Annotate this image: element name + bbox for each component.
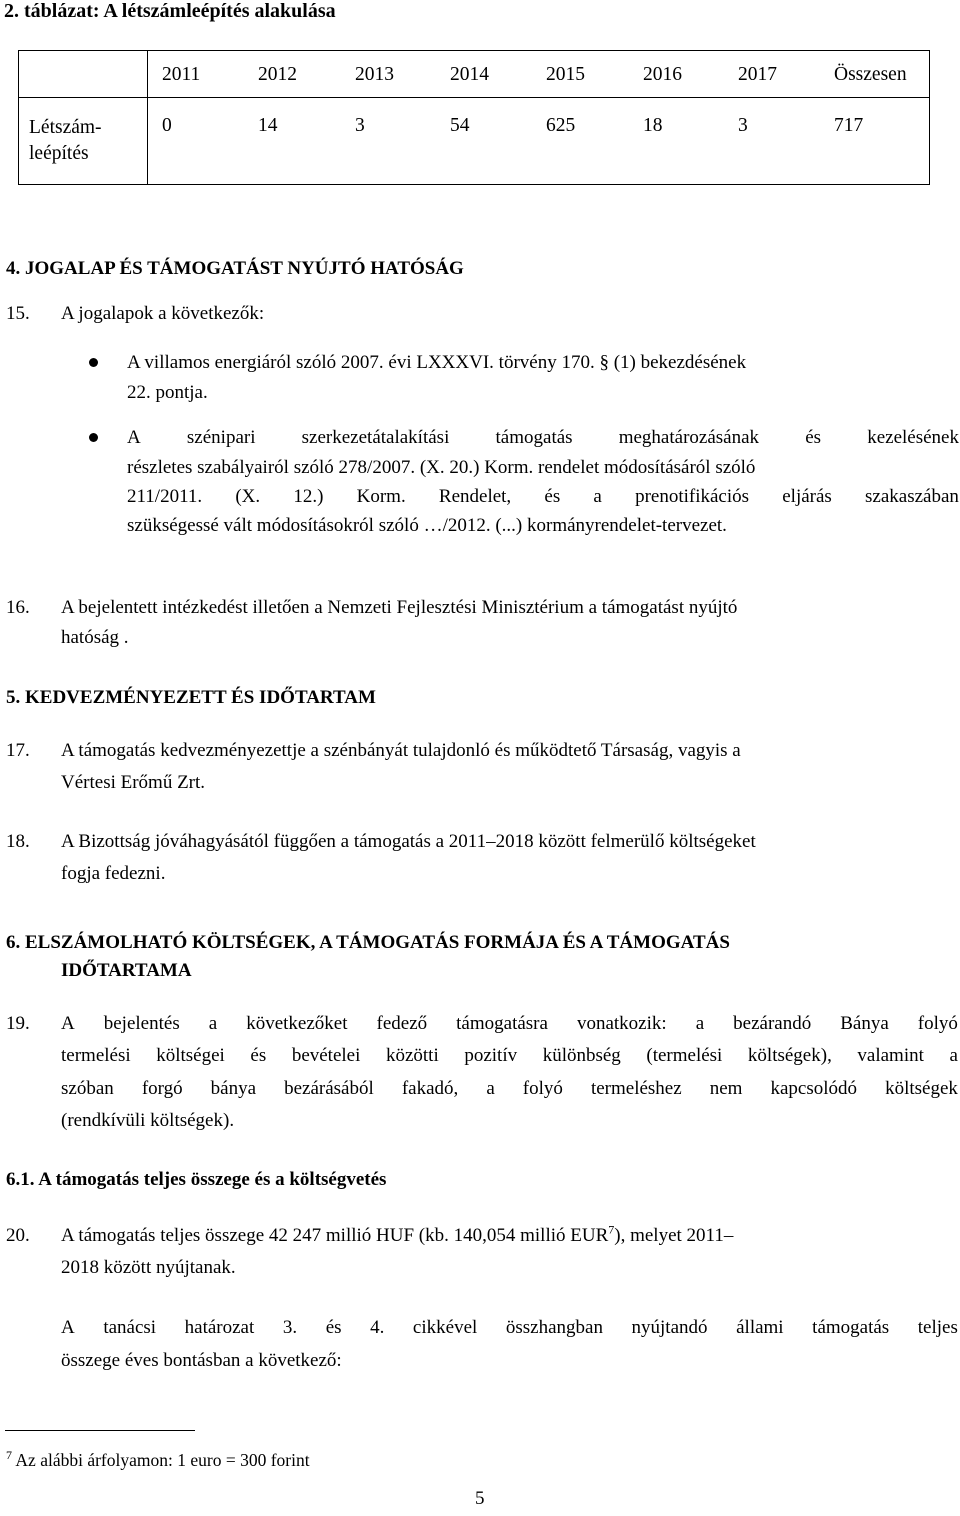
table-header-year: 2012 (258, 63, 297, 85)
word: A (61, 1013, 75, 1034)
table-cell-value: 717 (834, 114, 864, 136)
section-6-heading-line-2: IDŐTARTAMA (61, 960, 192, 981)
word: kezelésének (867, 427, 959, 448)
paragraph-16-line-1: A bejelentett intézkedést illetően a Nemzeti Fejlesztési Minisztérium a támogatást nyújtó (61, 597, 738, 618)
footnote-reference: 7 (608, 1222, 615, 1237)
bullet-2-line-2: részletes szabályairól szóló 278/2007. (X. 20.) Korm. rendelet módosításáról szóló (127, 457, 756, 478)
table-caption: 2. táblázat: A létszámleépítés alakulása (4, 0, 336, 22)
table-header-year: 2011 (162, 63, 201, 85)
table-cell-value: 3 (738, 114, 748, 136)
table-value-cells (148, 98, 930, 185)
word: Rendelet, (438, 486, 512, 507)
word: költségei (156, 1045, 225, 1066)
word: 211/2011. (127, 486, 203, 507)
bullet-1-line-1: A villamos energiáról szóló 2007. évi LXXXVI. törvény 170. § (1) bekezdésének (127, 352, 747, 373)
word: teljes (917, 1317, 958, 1338)
paragraph-18-line-2: fogja fedezni. (61, 863, 166, 884)
table-header-year: 2017 (738, 63, 777, 85)
word: bejelentés (103, 1013, 180, 1034)
table-header-year: 2015 (546, 63, 585, 85)
bullet-2-line-4: szükségessé vált módosításokról szóló …/2012. (...) kormányrendelet-tervezet. (127, 515, 727, 536)
footnote-mark: 7 (6, 1448, 12, 1463)
word: nyújtandó (631, 1317, 708, 1338)
paragraph-19-line-3 (61, 1073, 958, 1104)
word: A (61, 1317, 75, 1338)
word: bánya (210, 1078, 257, 1099)
word: valamint (857, 1045, 924, 1066)
word: a (486, 1078, 495, 1099)
word: szerkezetátalakítási (301, 427, 450, 448)
section-5-heading: 5. KEDVEZMÉNYEZETT ÉS IDŐTARTAM (6, 687, 376, 708)
paragraph-21-line-2: összege éves bontásban a következő: (61, 1350, 342, 1371)
word: vonatkozik: (576, 1013, 667, 1034)
word: szénipari (186, 427, 256, 448)
word: és (250, 1045, 267, 1066)
paragraph-number-20: 20. (6, 1225, 30, 1246)
paragraph-17-line-2: Vértesi Erőmű Zrt. (61, 772, 206, 793)
word: szakaszában (865, 486, 959, 507)
word: támogatásra (456, 1013, 548, 1034)
footnote-divider (5, 1430, 195, 1431)
table-cell-value: 14 (258, 114, 278, 136)
word: a (695, 1013, 705, 1034)
table-cell-value: 0 (162, 114, 172, 136)
paragraph-19-line-4: (rendkívüli költségek). (61, 1110, 235, 1131)
table-cell-value: 54 (450, 114, 470, 136)
section-4-heading: 4. JOGALAP ÉS TÁMOGATÁST NYÚJTÓ HATÓSÁG (6, 258, 464, 279)
paragraph-20-line-2: 2018 között nyújtanak. (61, 1257, 236, 1278)
word: A (127, 427, 141, 448)
paragraph-18-line-1: A Bizottság jóváhagyásától függően a támogatás a 2011–2018 között felmerülő költségeket (61, 831, 756, 852)
word: prenotifikációs (635, 486, 750, 507)
word: cikkével (412, 1317, 478, 1338)
paragraph-number-16: 16. (6, 597, 30, 618)
word: költségek (885, 1078, 958, 1099)
paragraph-number-19: 19. (6, 1013, 30, 1034)
table-corner-cell (19, 51, 148, 98)
word: pozitív (464, 1045, 518, 1066)
word: összhangban (505, 1317, 603, 1338)
paragraph-number-15: 15. (6, 303, 30, 324)
paragraph-20-text-a: A támogatás teljes összege 42 247 millió HUF (kb. 140,054 millió EUR (61, 1225, 609, 1246)
row-label-line-2: leépítés (29, 143, 89, 164)
bullet-1-line-2: 22. pontja. (127, 382, 208, 403)
word: meghatározásának (618, 427, 760, 448)
footnote-text: Az alábbi árfolyamon: 1 euro = 300 forint (15, 1450, 310, 1470)
word: fedező (376, 1013, 428, 1034)
word: termeléshez (590, 1078, 682, 1099)
table-header-year: Összesen (834, 63, 907, 85)
word: kapcsolódó (770, 1078, 858, 1099)
table-cell-value: 18 (643, 114, 663, 136)
word: és (805, 427, 822, 448)
word: határozat (184, 1317, 255, 1338)
word: (termelési (646, 1045, 723, 1066)
paragraph-20-line-1 (61, 1220, 958, 1251)
paragraph-number-18: 18. (6, 831, 30, 852)
paragraph-number-17: 17. (6, 740, 30, 761)
table-cell-value: 625 (546, 114, 576, 136)
table-header-year: 2016 (643, 63, 682, 85)
paragraph-20-text-b: ), melyet 2011– (614, 1225, 734, 1246)
bullet-2-line-3 (127, 481, 959, 512)
word: nem (709, 1078, 743, 1099)
word: 3. (282, 1317, 298, 1338)
word: 4. (370, 1317, 385, 1338)
paragraph-15-text: A jogalapok a következők: (61, 303, 265, 324)
word: támogatás (812, 1317, 890, 1338)
word: és (544, 486, 561, 507)
sub-heading-6-1: 6.1. A támogatás teljes összege és a költségvetés (6, 1169, 387, 1190)
table-row (19, 98, 930, 185)
paragraph-19-line-1 (61, 1008, 958, 1039)
word: termelési (61, 1045, 131, 1066)
word: költségek), (747, 1045, 832, 1066)
table-header-row (19, 51, 930, 98)
word: támogatás (495, 427, 573, 448)
word: különbség (542, 1045, 621, 1066)
paragraph-21-line-1 (61, 1312, 958, 1343)
word: bevételei (291, 1045, 361, 1066)
word: a (949, 1045, 958, 1066)
word: szóban (61, 1078, 114, 1099)
paragraph-17-line-1: A támogatás kedvezményezettje a szénbányát tulajdonló és működtető Társaság, vagyis a (61, 740, 741, 761)
word: folyó (522, 1078, 563, 1099)
word: bezárandó (733, 1013, 812, 1034)
word: a (208, 1013, 218, 1034)
table-header-cells (148, 51, 930, 98)
row-label-line-1: Létszám- (29, 117, 102, 138)
word: bezárásából (284, 1078, 374, 1099)
word: (X. (235, 486, 261, 507)
word: Korm. (356, 486, 406, 507)
bullet-2-line-1 (127, 422, 959, 453)
table-cell-value: 3 (355, 114, 365, 136)
paragraph-16-line-2: hatóság . (61, 627, 129, 648)
page-number: 5 (475, 1488, 485, 1509)
word: Bánya (840, 1013, 889, 1034)
word: folyó (917, 1013, 958, 1034)
bullet-icon (89, 433, 98, 442)
word: eljárás (782, 486, 832, 507)
word: közötti (385, 1045, 439, 1066)
staff-reduction-table (18, 50, 930, 185)
word: következőket (246, 1013, 348, 1034)
bullet-icon (89, 358, 98, 367)
word: állami (736, 1317, 784, 1338)
word: 12.) (293, 486, 324, 507)
footnote (6, 1445, 310, 1476)
word: a (593, 486, 602, 507)
word: fakadó, (401, 1078, 459, 1099)
word: tanácsi (103, 1317, 157, 1338)
word: és (325, 1317, 342, 1338)
table-row-label (19, 98, 148, 185)
paragraph-19-line-2 (61, 1040, 958, 1071)
word: forgó (141, 1078, 183, 1099)
section-6-heading-line-1: 6. ELSZÁMOLHATÓ KÖLTSÉGEK, A TÁMOGATÁS FORMÁJA ÉS A TÁMOGATÁS (6, 932, 730, 953)
table-header-year: 2014 (450, 63, 489, 85)
table-header-year: 2013 (355, 63, 394, 85)
